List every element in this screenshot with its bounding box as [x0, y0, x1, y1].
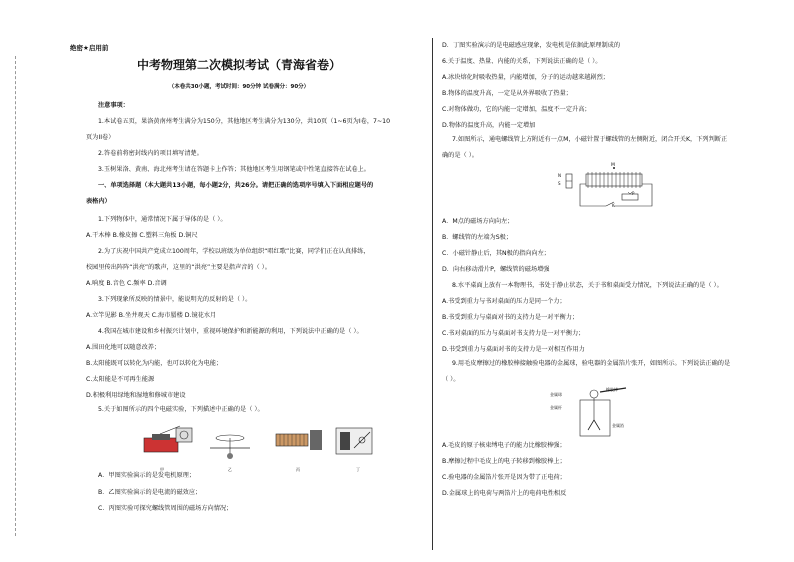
figure-label: 金属球: [550, 392, 562, 397]
option: D.书受到重力与桌面对书的支持力是一对相互作用力: [442, 346, 585, 353]
question-stem: 校园里传出阵阵“洪亮”的歌声，这里的“洪亮”主要是指声音的（ ）。: [86, 264, 271, 271]
paper-title: 中考物理第二次模拟考试（青海省卷）: [136, 58, 341, 72]
option: B.书受到重力与桌面对书的支持力是一对平衡力；: [442, 314, 579, 321]
option: C．小磁针静止后，其N极的指向向左；: [442, 250, 550, 257]
solenoid-circuit-figure: [562, 164, 670, 214]
question-stem: 9.用毛皮摩擦过的橡胶棒接触验电器的金属球，验电器的金属箔片张开，如图所示。下列说法正确的是: [452, 360, 731, 367]
column-divider: [432, 38, 433, 550]
section-heading: 表格内）: [86, 198, 111, 205]
figure-label: N: [558, 173, 561, 178]
note-line: 2.答卷前将密封线内的项目填写清楚。: [98, 150, 203, 157]
option: C.书对桌面的压力与桌面对书支持力是一对平衡力；: [442, 330, 585, 337]
option: A.冰块熔化时吸收热量，内能增加，分子的运动越来越剧烈；: [442, 74, 609, 81]
experiment-ding-icon: [336, 428, 372, 454]
figure-label: 橡胶棒: [606, 387, 618, 392]
question-stem: 确的是（ ）。: [442, 152, 478, 159]
option: A．M点的磁场方向向左；: [442, 218, 514, 225]
option: A.围田化地可以随意改养；: [86, 344, 161, 351]
note-line: 1.本试卷五页，果洛黄南州考生满分为150分，其他地区考生满分为130分，共10页（1~6页为I卷，7~10: [98, 118, 391, 125]
question-options: A.响度 B.音色 C.频率 D.音调: [86, 280, 167, 287]
figure-label: 乙: [228, 467, 232, 472]
option: A.毛皮的原子核束缚电子的能力比橡胶棒强；: [442, 442, 566, 449]
electromagnet-experiments-figure: [140, 418, 380, 468]
option: C.验电器的金属箔片张开是因为带了正电荷；: [442, 474, 566, 481]
note-line: 3.玉树果洛、黄南、海北州考生请在答题卡上作答；其他地区考生用钢笔或中性笔直接答在试卷上。: [98, 166, 370, 173]
option: D.金属球上的电荷与两箔片上的电荷电性相反: [442, 490, 567, 497]
option: A.书受到重力与书对桌面的压力是同一个力；: [442, 298, 566, 305]
figure-label: 金属箔: [612, 423, 624, 428]
option: B．乙图实验演示的是电流的磁效应；: [98, 489, 202, 496]
secret-label: 绝密★启用前: [70, 44, 109, 52]
option: D．向右移动滑片P，螺线管的磁场增强: [442, 266, 550, 273]
question-stem: 3.下列现象所反映的情景中，能说明光的反射的是（ ）。: [98, 296, 252, 303]
option: D.物体的温度升高，内能一定增加: [442, 122, 536, 129]
figure-label: 甲: [160, 467, 164, 472]
question-stem: 2.为了庆祝中国共产党成立100周年，学校以班级为单位组织“唱红歌”比赛，同学们正在认真排练，: [98, 248, 370, 255]
question-options: A.干木棒 B.橡皮擦 C.塑料三角板 D.铜尺: [86, 232, 198, 239]
note-line: 页为II卷）: [86, 134, 115, 141]
option: B.物体的温度升高，一定是从外界吸收了热量；: [442, 90, 572, 97]
figure-label: P: [632, 191, 635, 196]
question-stem: 6.关于温度、热量、内能的关系，下列说法正确的是（ ）。: [442, 58, 602, 65]
figure-label: M: [611, 163, 615, 168]
experiment-yi-icon: [210, 435, 250, 459]
question-stem: （ ）。: [442, 376, 460, 383]
question-stem: 5.关于如图所示的四个电磁实验，下列描述中正确的是（ ）。: [98, 406, 264, 413]
option: B.摩擦过程中毛皮上的电子转移到橡胶棒上；: [442, 458, 566, 465]
option: C．丙图实验可探究螺线管周围的磁场方向情况；: [98, 505, 233, 512]
notes-title: 注意事项：: [98, 102, 129, 109]
figure-label: 丙: [296, 467, 300, 472]
binding-margin: [8, 56, 24, 536]
option: C.太阳能是不可再生能源: [86, 376, 155, 383]
figure-label: 金属杆: [550, 405, 562, 410]
question-stem: 8.水平桌面上放有一本物理书，书处于静止状态，关于书和桌面受力情况，下列说法正确的是（ ）。: [452, 282, 723, 289]
option: D．丁图实验演示的是电磁感应现象，发电机是依据此原理制成的: [442, 42, 621, 49]
option: C.对物体做功，它的内能一定增加，温度不一定升高；: [442, 106, 591, 113]
option: A．甲图实验演示的是发电机原理；: [98, 472, 196, 479]
figure-label: K: [612, 203, 615, 208]
question-options: A.立竿见影 B.坐井观天 C.海市蜃楼 D.镜花水月: [86, 312, 217, 319]
experiment-bing-icon: [276, 430, 322, 450]
section-heading: 一、单项选择题（本大题共13小题，每小题2分，共26分。请把正确的选项序号填入下面相应题号的: [98, 182, 374, 189]
figure-label: S: [558, 181, 561, 186]
figure-label: 丁: [356, 467, 360, 472]
question-stem: 1.下列物体中，通常情况下属于导体的是（ ）。: [98, 216, 227, 223]
binding-line: [15, 56, 16, 536]
option: B．螺线管的左端为S极；: [442, 234, 513, 241]
experiment-jia-icon: [144, 426, 192, 452]
paper-subtitle: （本卷共30小题，考试时间：90分钟 试卷满分：90分）: [168, 84, 310, 90]
option: D.积极利用绿地和湿地和修城市建设: [86, 392, 186, 399]
question-stem: 4.我国在城市建设和乡村振兴计划中，重视环境保护和新能源的利用，下列说法中正确的是（ ）。: [98, 328, 363, 335]
question-stem: 7.如图所示，通电螺线管上方附近有一点M，小磁针置于螺线管的左侧附近，闭合开关K，下列判断正: [452, 136, 728, 143]
option: B.太阳能既可以转化为内能，也可以转化为电能；: [86, 360, 223, 367]
